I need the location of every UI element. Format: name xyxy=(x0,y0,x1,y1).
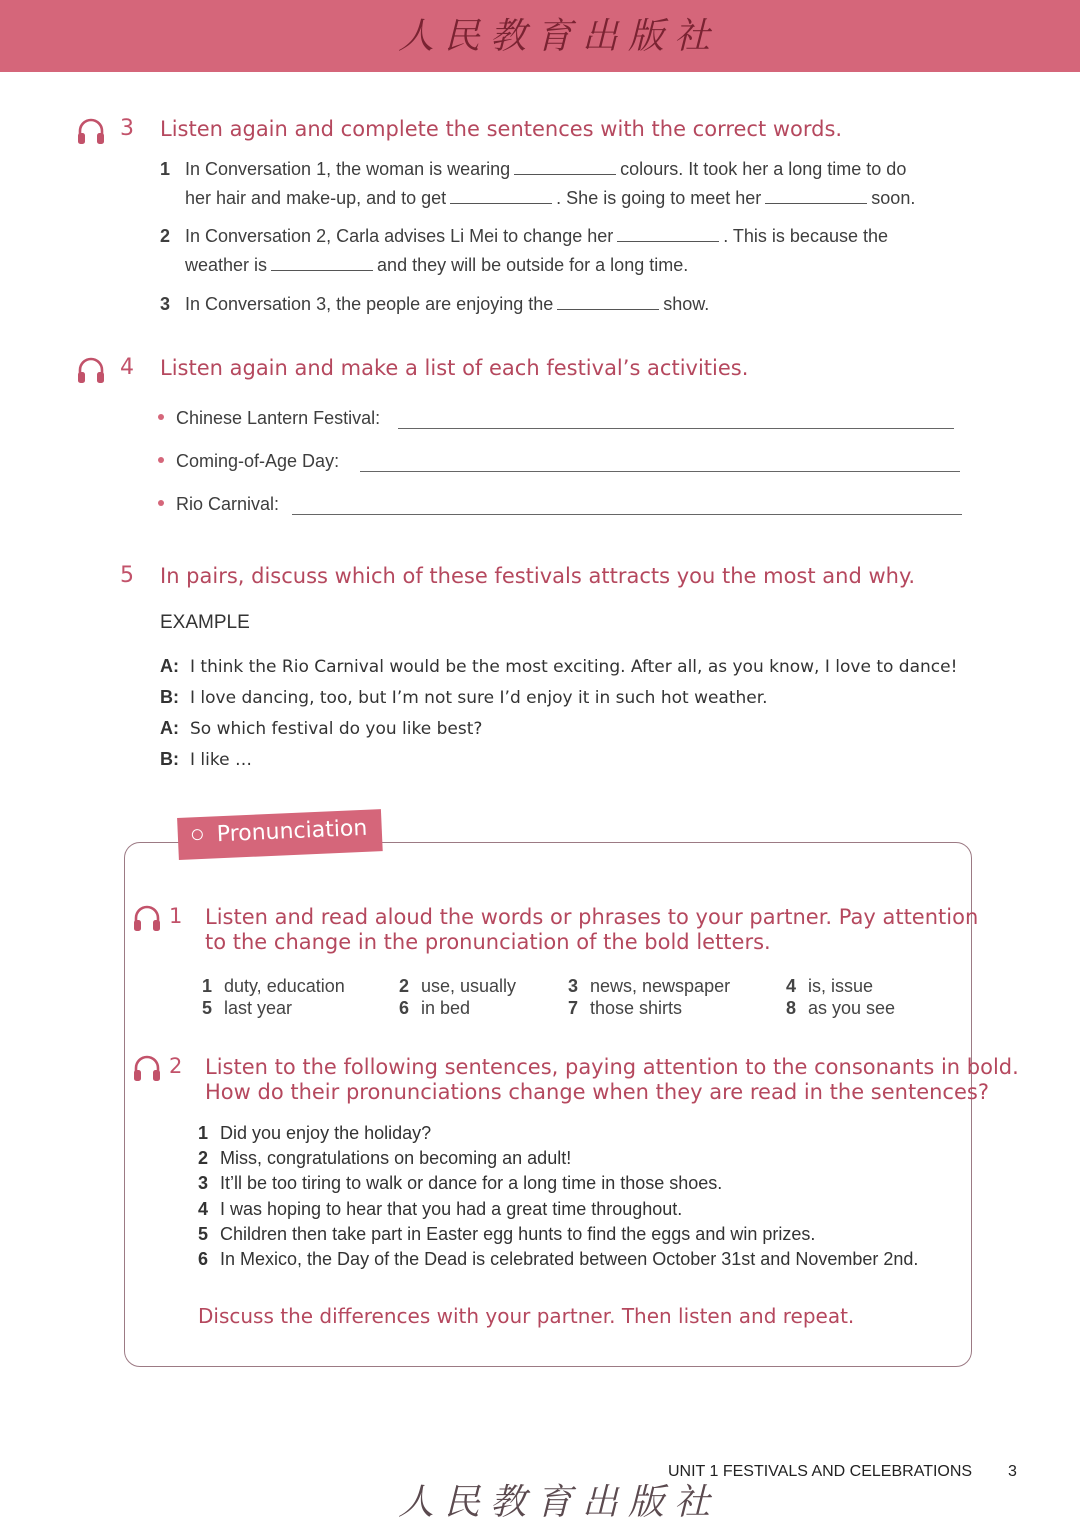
ex3-item-2 xyxy=(160,222,888,280)
word-number: 7 xyxy=(568,998,579,1018)
sentence-number: 1 xyxy=(198,1123,209,1143)
dialogue-text: I think the Rio Carnival would be the most exciting. After all, as you know, I love to dance! xyxy=(190,657,958,677)
unit-footer: UNIT 1 FESTIVALS AND CELEBRATIONS xyxy=(668,1463,973,1480)
pron-task-2-title xyxy=(205,1055,1019,1105)
answer-blank[interactable] xyxy=(450,188,552,204)
festival-bullet xyxy=(158,451,339,472)
sentence-number: 3 xyxy=(198,1173,209,1193)
word-number: 6 xyxy=(399,998,410,1018)
exercise-4-number: 4 xyxy=(120,355,134,380)
festival-name: Rio Carnival: xyxy=(176,494,280,514)
sentence-number: 2 xyxy=(198,1148,209,1168)
dialogue-line xyxy=(160,749,252,770)
dialogue-text: So which festival do you like best? xyxy=(190,719,483,739)
item-text: weather is xyxy=(185,255,268,275)
dialogue-text: I like … xyxy=(190,750,252,770)
ex3-item-1 xyxy=(160,155,915,213)
sentence-text: It’ll be too tiring to walk or dance for a long time in those shoes. xyxy=(220,1173,723,1193)
word-item xyxy=(202,976,345,997)
speaker: A: xyxy=(160,718,179,738)
answer-blank[interactable] xyxy=(271,255,373,271)
pron-task-1-number: 1 xyxy=(169,904,183,928)
word-text: news, newspaper xyxy=(590,976,731,996)
word-text: is, issue xyxy=(808,976,874,996)
speaker: A: xyxy=(160,656,179,676)
item-text: . She is going to meet her xyxy=(556,188,762,208)
dialogue-line xyxy=(160,687,768,708)
word-text: last year xyxy=(224,998,293,1018)
festival-bullet xyxy=(158,494,279,515)
title-line: to the change in the pronunciation of the bold letters. xyxy=(205,930,771,954)
word-number: 5 xyxy=(202,998,213,1018)
word-number: 8 xyxy=(786,998,797,1018)
example-label: EXAMPLE xyxy=(160,612,250,633)
pron-task-2-number: 2 xyxy=(169,1054,183,1078)
word-item xyxy=(399,976,516,997)
title-line: Listen to the following sentences, paying attention to the consonants in bold. xyxy=(205,1055,1019,1079)
item-number: 1 xyxy=(160,159,171,179)
item-text: and they will be outside for a long time. xyxy=(377,255,689,275)
word-number: 1 xyxy=(202,976,213,996)
word-text: use, usually xyxy=(421,976,517,996)
answer-line[interactable] xyxy=(360,471,960,472)
item-text: In Conversation 1, the woman is wearing xyxy=(185,159,511,179)
sentence-text: In Mexico, the Day of the Dead is celebrated between October 31st and November 2nd. xyxy=(220,1249,919,1269)
item-text: . This is because the xyxy=(723,226,888,246)
sentence-item xyxy=(198,1249,918,1270)
answer-blank[interactable] xyxy=(557,294,659,310)
ex3-item-3 xyxy=(160,290,709,319)
item-number: 3 xyxy=(160,294,171,314)
headphones-icon[interactable] xyxy=(132,1053,162,1083)
sentence-item xyxy=(198,1224,815,1245)
pron-task-1-title xyxy=(205,905,978,955)
answer-blank[interactable] xyxy=(514,159,616,175)
sentence-number: 4 xyxy=(198,1199,209,1219)
speaker: B: xyxy=(160,749,179,769)
sentence-item xyxy=(198,1148,571,1169)
exercise-3-title: Listen again and complete the sentences with the correct words. xyxy=(160,117,843,141)
sentence-text: I was hoping to hear that you had a great time throughout. xyxy=(220,1199,683,1219)
festival-name: Coming-of-Age Day: xyxy=(176,451,340,471)
word-text: in bed xyxy=(421,998,471,1018)
word-text: duty, education xyxy=(224,976,345,996)
pronunciation-tab xyxy=(177,809,383,860)
discuss-instruction: Discuss the differences with your partner. Then listen and repeat. xyxy=(198,1304,855,1328)
dialogue-text: I love dancing, too, but I’m not sure I’d enjoy it in such hot weather. xyxy=(190,688,768,708)
item-text: her hair and make-up, and to get xyxy=(185,188,447,208)
sentence-item xyxy=(198,1123,431,1144)
headphones-icon[interactable] xyxy=(76,116,106,146)
sentence-text: Did you enjoy the holiday? xyxy=(220,1123,432,1143)
word-item xyxy=(202,998,292,1019)
word-number: 3 xyxy=(568,976,579,996)
sentence-number: 5 xyxy=(198,1224,209,1244)
item-text: In Conversation 2, Carla advises Li Mei to change her xyxy=(185,226,614,246)
sentence-number: 6 xyxy=(198,1249,209,1269)
headphones-icon[interactable] xyxy=(132,903,162,933)
festival-name: Chinese Lantern Festival: xyxy=(176,408,381,428)
sentence-item xyxy=(198,1199,682,1220)
answer-blank[interactable] xyxy=(617,226,719,242)
word-item xyxy=(786,998,895,1019)
item-text: show. xyxy=(663,294,710,314)
word-text: those shirts xyxy=(590,998,683,1018)
publisher-logo: 人民教育出版社 xyxy=(398,16,721,57)
festival-bullet xyxy=(158,408,380,429)
pronunciation-tab-label: Pronunciation xyxy=(216,815,368,848)
circle-icon xyxy=(192,828,203,839)
title-line: Listen and read aloud the words or phrases to your partner. Pay attention xyxy=(205,905,979,929)
bullet-dot xyxy=(158,457,164,463)
publisher-logo: 人民教育出版社 xyxy=(398,1482,721,1523)
word-number: 2 xyxy=(399,976,410,996)
word-item xyxy=(786,976,873,997)
word-item xyxy=(568,998,682,1019)
exercise-5-number: 5 xyxy=(120,563,134,588)
speaker: B: xyxy=(160,687,179,707)
exercise-5-title: In pairs, discuss which of these festivals attracts you the most and why. xyxy=(160,564,916,588)
item-text: colours. It took her a long time to do xyxy=(620,159,907,179)
sentence-text: Children then take part in Easter egg hunts to find the eggs and win prizes. xyxy=(220,1224,816,1244)
item-number: 2 xyxy=(160,226,171,246)
word-number: 4 xyxy=(786,976,797,996)
answer-line[interactable] xyxy=(398,428,954,429)
headphones-icon[interactable] xyxy=(76,355,106,385)
exercise-3-number: 3 xyxy=(120,116,134,141)
sentence-text: Miss, congratulations on becoming an adult! xyxy=(220,1148,572,1168)
word-item xyxy=(399,998,470,1019)
item-text: In Conversation 3, the people are enjoying the xyxy=(185,294,554,314)
dialogue-line xyxy=(160,718,482,739)
sentence-item xyxy=(198,1173,722,1194)
word-item xyxy=(568,976,730,997)
dialogue-line xyxy=(160,656,957,677)
bullet-dot xyxy=(158,500,164,506)
word-text: as you see xyxy=(808,998,896,1018)
bullet-dot xyxy=(158,414,164,420)
answer-line[interactable] xyxy=(292,514,962,515)
title-line: How do their pronunciations change when they are read in the sentences? xyxy=(205,1080,989,1104)
page-number: 3 xyxy=(1008,1463,1017,1480)
exercise-4-title: Listen again and make a list of each festival’s activities. xyxy=(160,356,749,380)
item-text: soon. xyxy=(871,188,916,208)
answer-blank[interactable] xyxy=(765,188,867,204)
